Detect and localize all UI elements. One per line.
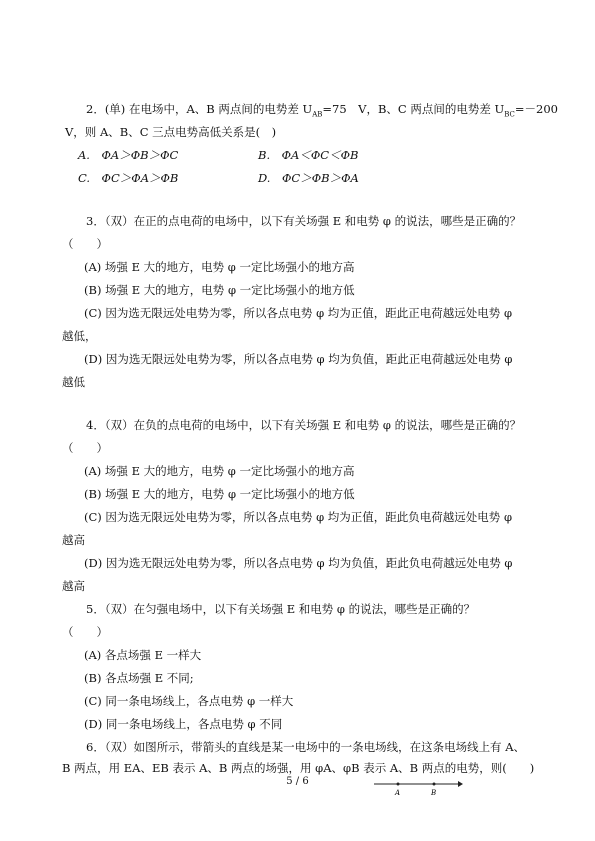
point-b-label: B — [431, 789, 437, 797]
q4-option-d-line2: 越高 — [62, 579, 85, 593]
q2-sub-ab: AB — [312, 110, 323, 119]
q5-stem: 5．（双）在匀强电场中，以下有关场强 E 和电势 φ 的说法，哪些是正确的？ — [86, 602, 476, 616]
q3-option-c-line1: (C) 因为选无限远处电势为零，所以各点电势 φ 均为正值，距此正电荷越远处电势 φ — [84, 306, 512, 320]
q2-option-a-label: A. Φ — [78, 148, 111, 162]
q3-option-a: (A) 场强 E 大的地方，电势 φ 一定比场强小的地方高 — [84, 260, 355, 274]
q4-stem: 4．（双）在负的点电荷的电场中，以下有关场强 E 和电势 φ 的说法，哪些是正确的？ — [86, 418, 522, 432]
q5-option-c: (C) 同一条电场线上，各点电势 φ 一样大 — [84, 694, 294, 708]
q2-stem-line1 — [86, 101, 558, 122]
q2-text-c: =－200 — [514, 102, 558, 116]
q6-stem-line1: 6．（双）如图所示，带箭头的直线是某一电场中的一条电场线，在这条电场线上有 A、 — [86, 740, 526, 754]
q2-option-a — [78, 147, 178, 163]
q5-paren: （ ） — [62, 625, 108, 639]
q3-option-d-line1: (D) 因为选无限远处电势为零，所以各点电势 φ 均为负值，距此正电荷越远处电势 φ — [84, 352, 513, 366]
q3-paren: （ ） — [62, 237, 108, 251]
q5-option-a: (A) 各点场强 E 一样大 — [84, 648, 202, 662]
q2-text-a: 2．(单) 在电场中，A、B 两点间的电势差 U — [86, 102, 313, 116]
q4-paren: （ ） — [62, 441, 108, 455]
page-number: 5 / 6 — [286, 776, 309, 787]
q3-stem: 3．（双）在正的点电荷的电场中，以下有关场强 E 和电势 φ 的说法，哪些是正确的？ — [86, 214, 522, 228]
q4-option-c-line2: 越高 — [62, 533, 85, 547]
q4-option-c-line1: (C) 因为选无限远处电势为零，所以各点电势 φ 均为正值，距此负电荷越远处电势 φ — [84, 510, 512, 524]
q3-option-c-line2: 越低， — [62, 329, 97, 343]
q3-option-d-line2: 越低 — [62, 375, 85, 389]
q2-option-b: B. ΦA＜ΦC＜ΦB — [258, 148, 359, 162]
q5-option-b: (B) 各点场强 E 不同; — [84, 671, 194, 685]
point-a-label: A — [395, 789, 401, 797]
q2-stem-line2: V，则 A、B、C 三点电势高低关系是( ) — [65, 125, 277, 139]
q5-option-d: (D) 同一条电场线上，各点电势 φ 不同 — [84, 717, 283, 731]
q2-text-b: =75 V，B、C 两点间的电势差 U — [322, 102, 505, 116]
q6-stem-line2: B 两点，用 EA、EB 表示 A、B 两点的场强，用 φA、φB 表示 A、B 两点的电势，则( ) — [62, 761, 535, 775]
q4-option-b: (B) 场强 E 大的地方，电势 φ 一定比场强小的地方低 — [84, 487, 355, 501]
q2-option-a-text: A＞ΦB＞ΦC — [110, 148, 179, 162]
q4-option-a: (A) 场强 E 大的地方，电势 φ 一定比场强小的地方高 — [84, 464, 355, 478]
q2-sub-bc: BC — [504, 110, 515, 119]
q3-option-b: (B) 场强 E 大的地方，电势 φ 一定比场强小的地方低 — [84, 283, 355, 297]
q2-option-c: C. ΦC＞ΦA＞ΦB — [78, 171, 179, 185]
q4-option-d-line1: (D) 因为选无限远处电势为零，所以各点电势 φ 均为负值，距此负电荷越远处电势 φ — [84, 556, 513, 570]
q2-option-d: D. ΦC＞ΦB＞ΦA — [258, 171, 359, 185]
